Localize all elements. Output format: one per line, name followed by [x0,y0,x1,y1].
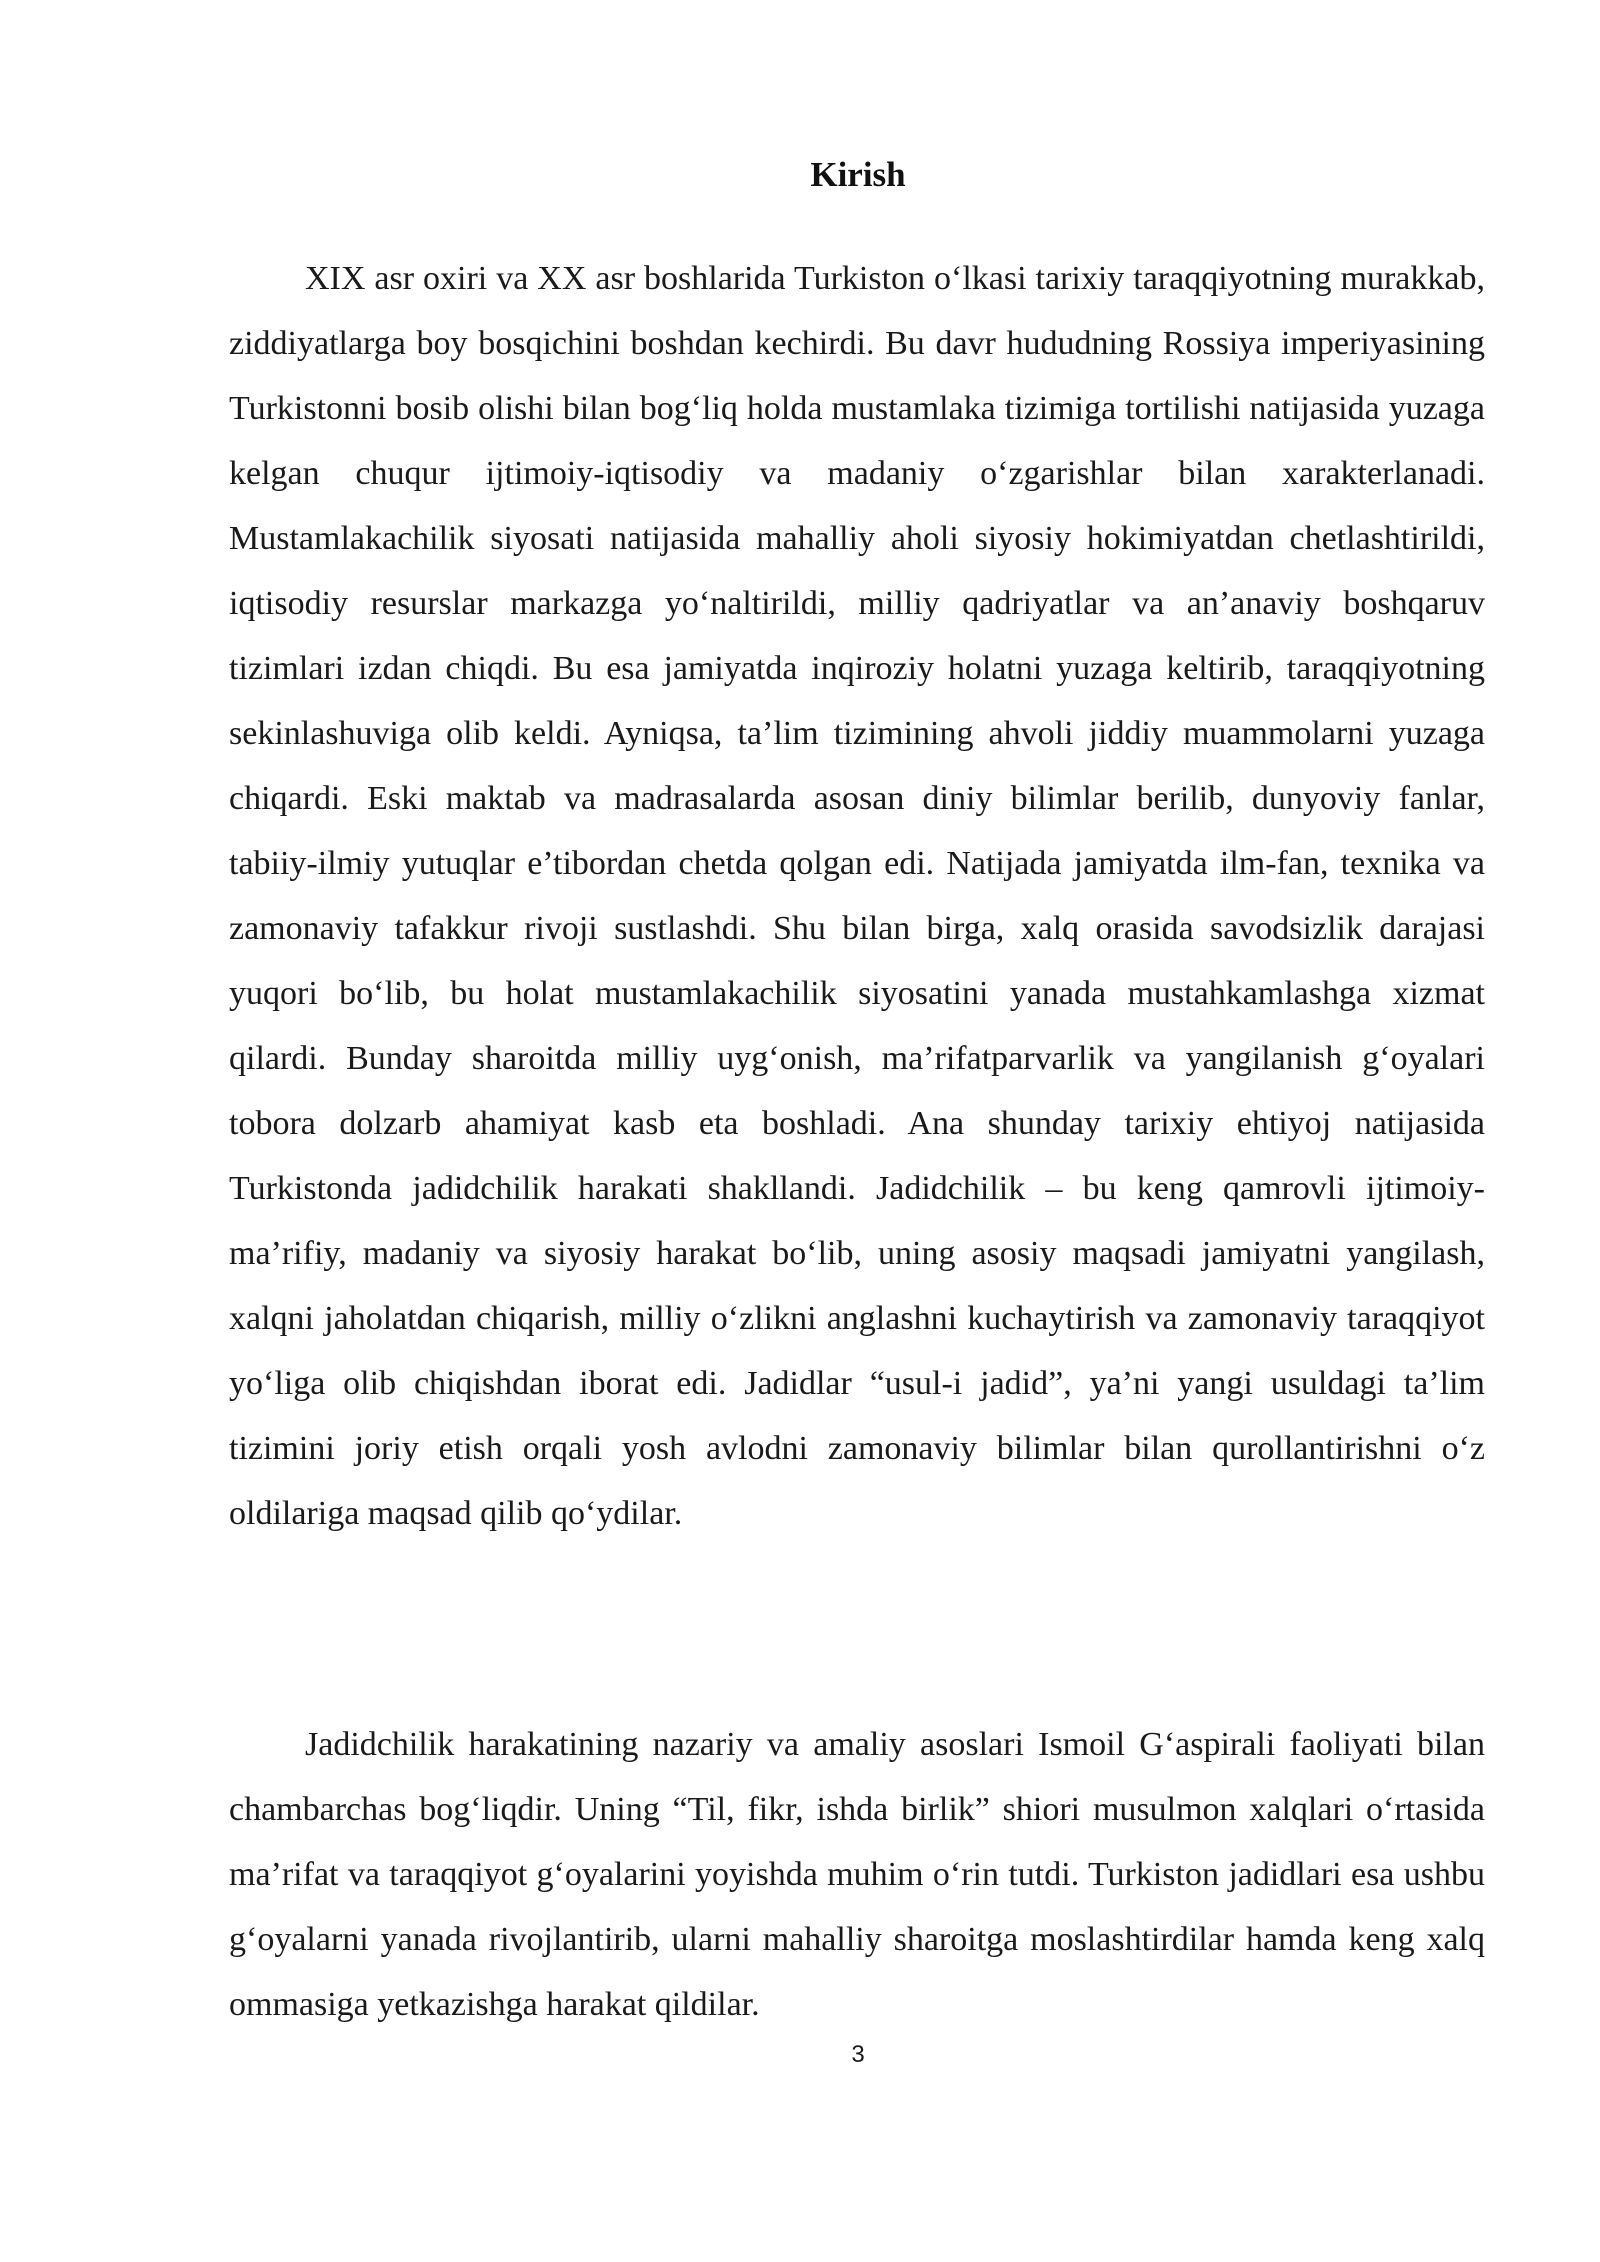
paragraph-2: Jadidchilik harakatining nazariy va amaliy asoslari Ismoil G‘aspirali faoliyati bilan chambarchas bog‘liqdir. Uning “Til, fikr, ishda birlik” shiori musulmon xalqlari o‘rtasida ma’rifat va taraqqiyot g‘oyalarini yoyishda muhim o‘rin tutdi. Turkiston jadidlari esa ushbu g‘oyalarni yanada rivojlantirib, ularni mahalliy sharoitga moslashtirdilar hamda keng xalq ommasiga yetkazishga harakat qildilar. [229,1726,1485,2023]
page-number: 3 [851,2041,865,2068]
paragraph-1: XIX asr oxiri va XX asr boshlarida Turkiston o‘lkasi tarixiy taraqqiyotning murakkab, ziddiyatlarga boy bosqichini boshdan kechirdi. Bu davr hududning Rossiya imperiyasining Turkistonni bosib olishi bilan bog‘liq holda mustamlaka tizimiga tortilishi natijasida yuzaga kelgan chuqur ijtimoiy-iqtisodiy va madaniy o‘zgarishlar bilan xarakterlanadi. Mustamlakachilik siyosati natijasida mahalliy aholi siyosiy hokimiyatdan chetlashtirildi, iqtisodiy resurslar markazga yo‘naltirildi, milliy qadriyatlar va an’anaviy boshqaruv tizimlari izdan chiqdi. Bu esa jamiyatda inqiroziy holatni yuzaga keltirib, taraqqiyotning sekinlashuviga olib keldi. Ayniqsa, ta’lim tizimining ahvoli jiddiy muammolarni yuzaga chiqardi. Eski maktab va madrasalarda asosan diniy bilimlar berilib, dunyoviy fanlar, tabiiy-ilmiy yutuqlar e’tibordan chetda qolgan edi. Natijada jamiyatda ilm-fan, texnika va zamonaviy tafakkur rivoji sustlashdi. Shu bilan birga, xalq orasida savodsizlik darajasi yuqori bo‘lib, bu holat mustamlakachilik siyosatini yanada mustahkamlashga xizmat qilardi. Bunday sharoitda milliy uyg‘onish, ma’rifatparvarlik va yangilanish g‘oyalari tobora dolzarb ahamiyat kasb eta boshladi. Ana shunday tarixiy ehtiyoj natijasida Turkistonda jadidchilik harakati shakllandi. Jadidchilik – bu keng qamrovli ijtimoiy-ma’rifiy, madaniy va siyosiy harakat bo‘lib, uning asosiy maqsadi jamiyatni yangilash, xalqni jaholatdan chiqarish, milliy o‘zlikni anglashni kuchaytirish va zamonaviy taraqqiyot yo‘liga olib chiqishdan iborat edi. Jadidlar “usul-i jadid”, ya’ni yangi usuldagi ta’lim tizimini joriy etish orqali yosh avlodni zamonaviy bilimlar bilan qurollantirishni o‘z oldilariga maqsad qilib qo‘ydilar. [229,260,1485,1532]
page-title: Kirish [810,155,906,194]
